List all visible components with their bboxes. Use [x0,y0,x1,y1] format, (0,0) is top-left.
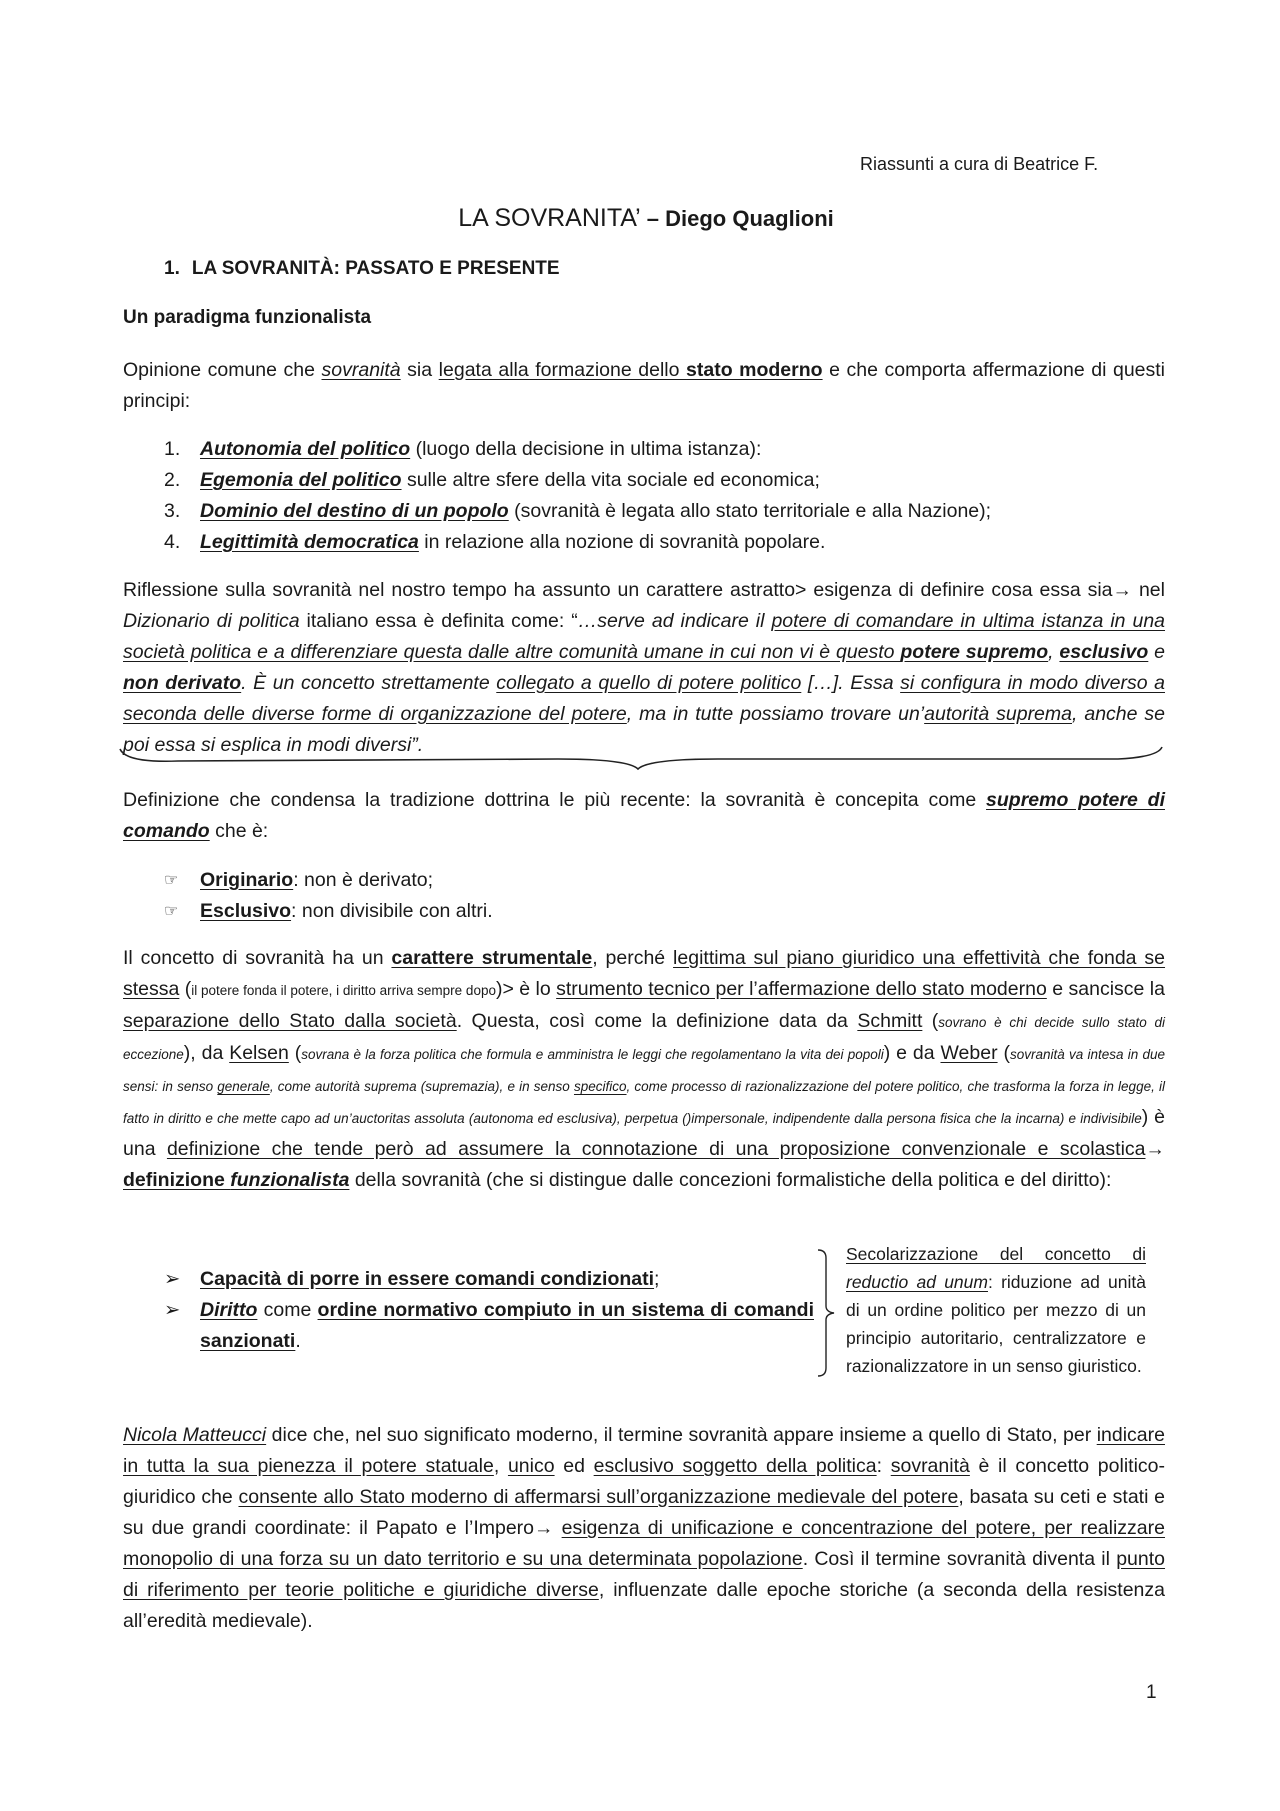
list-term: Esclusivo [200,900,292,922]
text-run: e sancisce la [1046,978,1165,1000]
list-number: 4. [164,531,181,553]
arrow-icon: → [534,1517,562,1539]
text-run: ( [288,1042,302,1064]
right-brace-icon [816,1248,838,1378]
title-main: LA SOVRANITA’ [458,204,641,232]
pointing-hand-icon: ☞ [164,903,179,920]
text-run: collegato a quello di potere politico [496,672,802,694]
paragraph-intro [123,355,1165,417]
text-run: potere supremo [900,641,1049,663]
text-run: . Così il termine sovranità diventa il [802,1548,1117,1570]
subsection-heading: Un paradigma funzionalista [123,307,372,328]
list-text: : non è derivato; [293,869,434,891]
list-term: ordine normativo compiuto in un sistema di comandi sanzionati [200,1299,814,1352]
text-run: : riduzione ad unità di un ordine politico per mezzo di un principio autoritario, centralizzatore e razionalizzatore in un senso giuristico. [846,1272,1146,1376]
list-item [164,465,991,496]
list-text: (luogo della decisione in ultima istanza): [410,438,762,460]
text-run: . È un concetto strettamente [241,672,497,694]
text-run: specifico [573,1079,627,1094]
pointing-hand-icon: ☞ [164,872,179,889]
text-run: sovrana è la forza politica che formula e amministra le leggi che regolamentano la vita dei popoli [301,1047,884,1062]
text-run: …serve ad indicare il [577,610,772,632]
text-run: legata alla formazione dello [438,359,687,381]
list-term: Egemonia del politico [200,469,402,491]
text-run: […]. Essa [801,672,901,694]
text-run: non derivato [123,672,242,694]
list-item [164,527,991,558]
text-run: definizione [123,1169,231,1191]
paragraph-summary [123,785,1165,847]
text-run: è il concetto politico-giuridico che [123,1455,1165,1508]
list-text: come [257,1299,318,1321]
text-run: sovrano è chi decide sullo stato di eccezione [123,1015,1165,1062]
text-run: , [493,1455,508,1477]
text-run: Il concetto di sovranità ha un [123,947,392,969]
list-term: Legittimità democratica [200,531,419,553]
text-run: il potere fonda il potere, i diritto arriva sempre dopo [191,983,496,998]
list-term: Diritto [200,1299,258,1321]
text-run: Riflessione sulla sovranità nel nostro tempo ha assunto un carattere astratto> esigenza di definire cosa essa sia [123,579,1113,601]
text-run: esclusivo [1059,641,1149,663]
text-run: stato moderno [686,359,823,381]
list-text: ; [654,1268,660,1290]
text-run: sovranità va intesa in due sensi: in senso [123,1047,1166,1094]
text-run: funzionalista [230,1169,350,1191]
text-run: ) è una [123,1106,1165,1160]
text-run: dice che, nel suo significato moderno, il termine sovranità appare insieme a quello di Stato, per [266,1424,1097,1446]
text-run: della sovranità (che si distingue dalle concezioni formalistiche della politica e del diritto): [349,1169,1112,1191]
list-term: Dominio del destino di un popolo [200,500,509,522]
text-run: autorità suprema [924,703,1072,725]
paragraph-matteucci [123,1420,1165,1637]
list-text: : non divisibile con altri. [291,900,493,922]
text-run: ( [922,1010,939,1032]
text-run: nel [1132,579,1165,601]
text-run: )> è lo [495,978,557,1000]
text-run: e che comporta affermazione di questi principi: [123,359,1166,412]
text-run: Definizione che condensa la tradizione dottrina le più recente: la sovranità è concepita come [123,789,987,811]
page-number: 1 [1146,1682,1157,1703]
list-item [164,1295,814,1357]
text-run: che è: [209,820,269,842]
text-run: indicare in tutta la sua pienezza il potere statuale [123,1424,1165,1477]
text-run: sia [400,359,439,381]
text-run: sovranità [321,359,401,381]
author-credit: Riassunti a cura di Beatrice F. [860,154,1099,174]
margin-note [846,1240,1146,1380]
text-run: e [1148,641,1165,663]
section-title: LA SOVRANITÀ: PASSATO E PRESENTE [191,258,560,279]
arrow-icon: → [1112,579,1133,601]
section-number: 1. [164,258,180,279]
text-run: italiano essa è definita come: “ [299,610,578,632]
text-run: esigenza di unificazione e concentrazione del potere, per realizzare monopolio di una forza su un dato territorio e su una determinata popolazione [123,1517,1165,1570]
text-run: unico [507,1455,555,1477]
list-number: 3. [164,500,181,522]
title-author: Diego Quaglioni [665,206,834,231]
qualities-list [164,865,493,927]
text-run: esclusivo soggetto della politica [593,1455,877,1477]
text-run: , ma in tutte possiamo trovare un’ [626,703,925,725]
text-run: reductio ad unum [846,1272,988,1292]
text-run: supremo potere di comando [123,789,1165,842]
text-run: ( [997,1042,1010,1064]
text-run: carattere strumentale [391,947,593,969]
text-run: : [876,1455,891,1477]
text-run: , influenzate dalle epoche storiche (a seconda della resistenza all’eredità medievale). [123,1579,1165,1632]
text-run: Weber [940,1042,998,1064]
list-number: 2. [164,469,181,491]
list-item [164,896,493,927]
page-title [0,204,1280,233]
text-run: separazione dello Stato dalla società [123,1010,457,1032]
list-term: Capacità di porre in essere comandi condizionati [200,1268,655,1290]
text-run: ed [554,1455,594,1477]
list-term: Originario [200,869,294,891]
list-number: 1. [164,438,181,460]
features-list [164,1264,814,1357]
text-run: ) e da [883,1042,941,1064]
text-run: consente allo Stato moderno di affermarsi sull’organizzazione medievale del potere [238,1486,959,1508]
text-run: , anche se poi essa si esplica in modi diversi”. [123,703,1165,756]
text-run: , perché [592,947,674,969]
text-run: strumento tecnico per l’affermazione dello stato moderno [556,978,1047,1000]
list-text: in relazione alla nozione di sovranità popolare. [418,531,826,553]
text-run: ( [179,978,192,1000]
text-run: legittima sul piano giuridico una effettività che fonda se stessa [123,947,1166,1000]
text-run: ), da [183,1042,230,1064]
text-run: Secolarizzazione del concetto di [846,1244,1146,1264]
list-text: . [295,1330,301,1352]
text-run: Schmitt [857,1010,923,1032]
title-dash: – [640,206,666,231]
text-run: sovranità [890,1455,970,1477]
text-run: , basata su ceti e stati e su due grandi coordinate: il Papato e l’Impero [123,1486,1165,1539]
list-item [164,434,991,465]
list-term: Autonomia del politico [200,438,411,460]
text-run: Opinione comune che [123,359,322,381]
list-text: (sovranità è legata allo stato territoriale e alla Nazione); [508,500,992,522]
arrow-bullet-icon: ➢ [164,1268,181,1290]
section-heading [164,258,560,280]
text-run: punto di riferimento per teorie politiche e giuridiche diverse [123,1548,1166,1601]
text-run: , come autorità suprema (supremazia), e in senso [269,1079,574,1094]
text-run: Kelsen [229,1042,289,1064]
arrow-bullet-icon: ➢ [164,1299,181,1321]
paragraph-definition [123,575,1165,761]
text-run: Dizionario di politica [123,610,300,632]
arrow-icon: → [1145,1138,1165,1160]
text-run: si configura in modo diverso a seconda delle diverse forme di organizzazione del potere [123,672,1165,725]
list-item [164,496,991,527]
list-item [164,865,493,896]
list-text: sulle altre sfere della vita sociale ed economica; [401,469,820,491]
list-item [164,1264,814,1295]
principles-list [164,434,991,558]
hand-drawn-brace [118,745,1168,771]
text-run: Nicola Matteucci [123,1424,267,1446]
text-run: generale [217,1079,270,1094]
text-run: definizione che tende però ad assumere la connotazione di una proposizione convenzionale e scolastica [166,1138,1146,1160]
text-run: . Questa, così come la definizione data da [456,1010,858,1032]
text-run: , come processo di razionalizzazione del potere politico, che trasforma la forza in legge, il fatto in diritto e che mette capo ad un’auctoritas assoluta (autonoma ed esclusiva), perpetua ()impersonale, indipendente dalla persona fisica che la incarna) e indivisibile [123,1079,1165,1126]
paragraph-instrumental [123,943,1165,1196]
text-run: , [1048,641,1060,663]
text-run: potere di comandare in ultima istanza in una società politica e a differenziare questa dalle altre comunità umane in cui non vi è questo [123,610,1166,663]
